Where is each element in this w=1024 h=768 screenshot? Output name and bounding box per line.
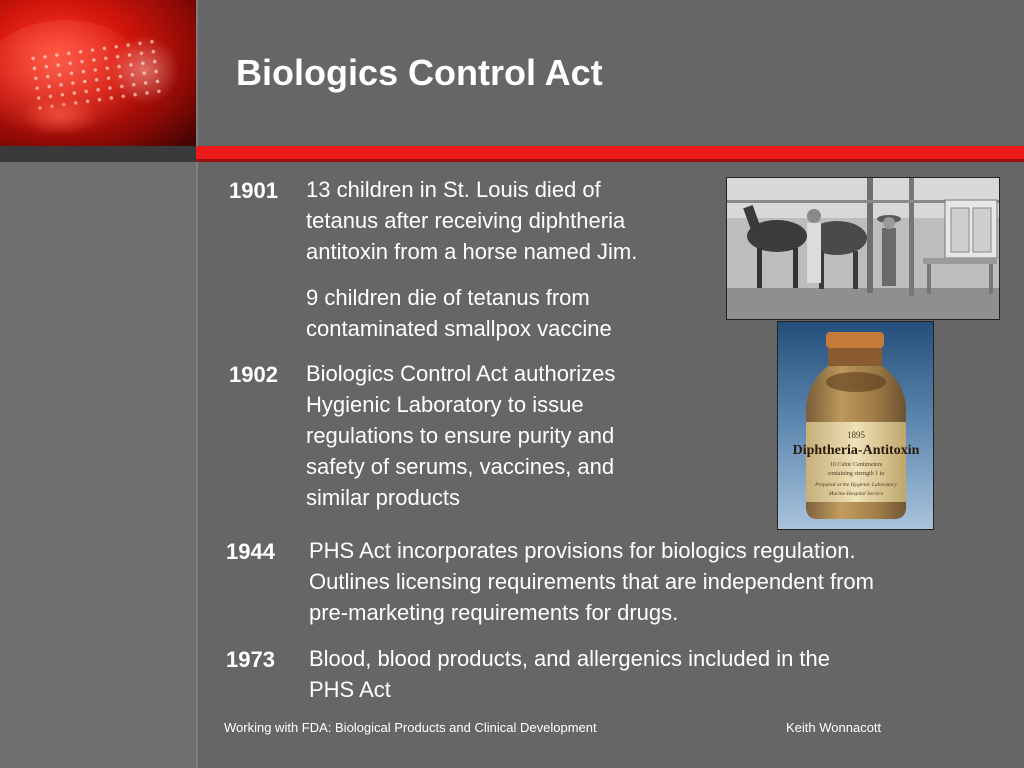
bottle-label-strength: containing strength 1 to <box>827 471 885 477</box>
entry-1901-para-2: 9 children die of tetanus from contaminated smallpox vaccine <box>306 285 612 341</box>
entry-1902-text: Biologics Control Act authorizes Hygienic Laboratory to issue regulations to ensure purity and safety of serums, vaccines, and similar products <box>306 361 616 510</box>
year-1902: 1902 <box>229 362 278 387</box>
footer-author: Keith Wonnacott <box>786 720 882 735</box>
bottle-label-lab: Prepared at the Hygienic Laboratory <box>815 482 897 488</box>
slide-title: Biologics Control Act <box>236 52 603 93</box>
entry-1901-para-1: 13 children in St. Louis died of tetanus after receiving diphtheria antitoxin from a horse named Jim. <box>306 177 638 264</box>
horse-stable-illustration <box>727 178 999 319</box>
horse-stable-photo <box>726 177 1000 320</box>
header-divider-red <box>196 146 1024 162</box>
bottle-label-year: 1895 <box>847 430 865 440</box>
footer-course-title: Working with FDA: Biological Products and Clinical Development <box>224 720 597 735</box>
year-1973: 1973 <box>226 647 275 672</box>
bottle-label-volume: 10 Cubic Centimeters <box>829 462 883 468</box>
corner-decorative-photo <box>0 0 196 146</box>
antitoxin-bottle-photo <box>777 321 934 530</box>
bottle-illustration <box>778 322 933 529</box>
year-1901: 1901 <box>229 178 278 203</box>
bottle-label-service: Marine-Hospital Service <box>828 491 884 497</box>
entry-1973-text: Blood, blood products, and allergenics included in the PHS Act <box>309 646 831 702</box>
year-1944: 1944 <box>226 539 275 564</box>
bottle-label-name: Diphtheria-Antitoxin <box>792 443 920 458</box>
entry-1944-text: PHS Act incorporates provisions for biologics regulation. Outlines licensing requirements that are independent from pre-marketing requirements for drugs. <box>309 538 874 625</box>
